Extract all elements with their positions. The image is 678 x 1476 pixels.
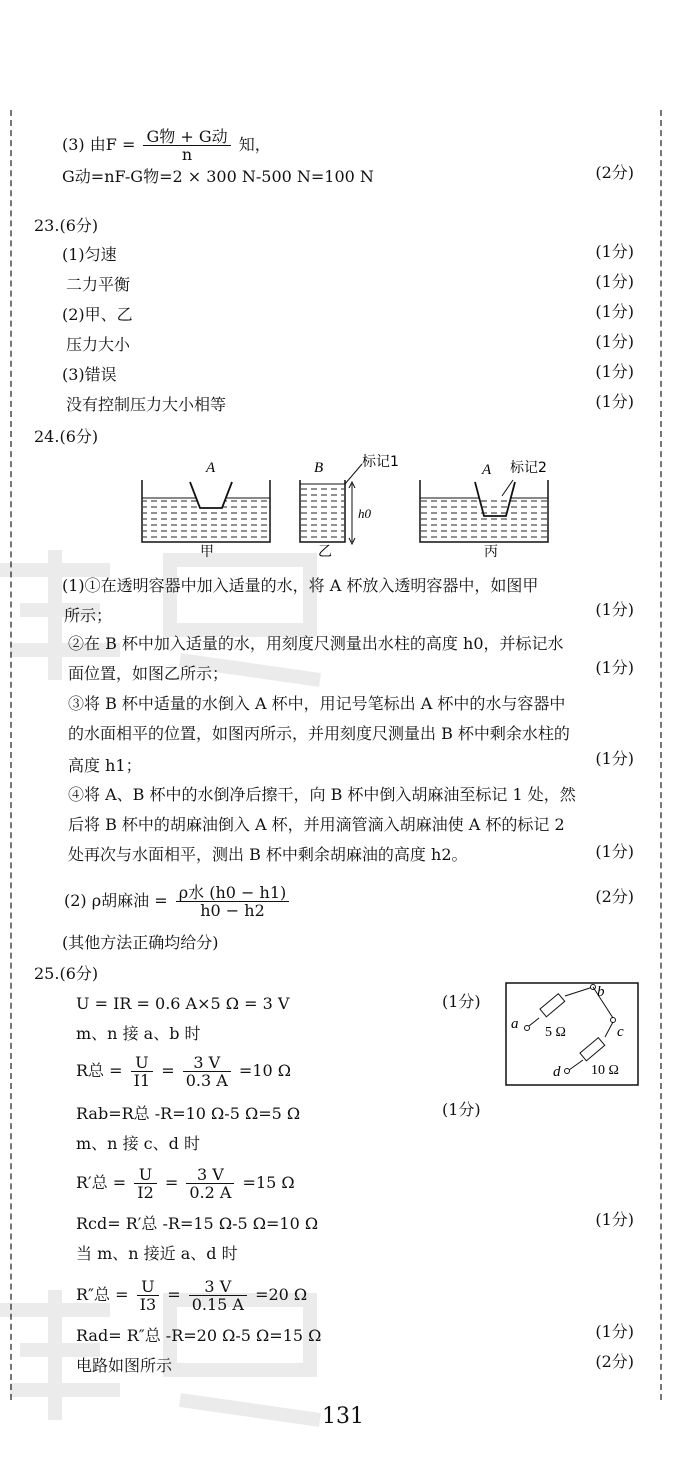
label-cup-b: B <box>314 460 324 476</box>
container-bing <box>420 480 548 542</box>
q23-line: (1)匀速 <box>62 245 117 264</box>
q25-line9-suffix: =20 Ω <box>255 1285 308 1304</box>
q24-part2 <box>64 884 292 919</box>
node-c: c <box>617 1024 624 1040</box>
q24-step3-score: (1分) <box>595 749 634 768</box>
q25-line10: Rad= R″总 -R=20 Ω-5 Ω=15 Ω <box>76 1326 322 1345</box>
q23-score: (1分) <box>595 242 634 261</box>
node-b: b <box>597 984 605 1000</box>
q22-calc: G动=nF-G物=2 × 300 N-500 N=100 N <box>62 167 374 186</box>
q25-line1-score: (1分) <box>442 992 481 1011</box>
q23-line: 压力大小 <box>66 335 131 354</box>
node-a: a <box>511 1016 519 1032</box>
q25-line1: U = IR = 0.6 A×5 Ω = 3 V <box>76 994 290 1013</box>
q24-step2b: 面位置，如图乙所示； <box>68 664 229 683</box>
q25-line2: m、n 接 a、b 时 <box>76 1024 201 1043</box>
caption-bing: 丙 <box>484 544 498 560</box>
left-dashed-border <box>10 110 12 1400</box>
label-mark2: 标记2 <box>510 460 547 476</box>
q23-score: (1分) <box>595 392 634 411</box>
label-cup-a-bing: A <box>482 462 492 478</box>
q24-step4b: 后将 B 杯中的胡麻油倒入 A 杯，并用滴管滴入胡麻油使 A 杯的标记 2 <box>68 815 565 834</box>
q25-line3-frac2 <box>183 1054 231 1089</box>
label-mark1: 标记1 <box>362 454 399 470</box>
q24-note: (其他方法正确均给分) <box>62 933 219 952</box>
frac-num: 3 V <box>183 1054 231 1072</box>
q25-line3-suffix: =10 Ω <box>238 1061 292 1080</box>
q23-score: (1分) <box>595 302 634 321</box>
q25-line6-frac1 <box>134 1166 157 1201</box>
q25-line7-score: (1分) <box>595 1210 634 1229</box>
q25-line9-frac1 <box>137 1278 160 1313</box>
q22-score: (2分) <box>595 163 634 182</box>
q23-line: (2)甲、乙 <box>62 305 133 324</box>
q22-part3-suffix: 知， <box>238 135 271 154</box>
q24-step3: ③将 B 杯中适量的水倒入 A 杯中，用记号笔标出 A 杯中的水与容器中 <box>68 694 566 713</box>
q24-step2: ②在 B 杯中加入适量的水，用刻度尺测量出水柱的高度 h0，并标记水 <box>68 634 564 653</box>
q23-line: (3)错误 <box>62 365 117 384</box>
q25-line6: R′总 = $\frac{U}{I2}$ = $\frac{3 V}{0.2 A}$ =15 Ω <box>76 1165 295 1202</box>
q24-step4-score: (1分) <box>595 842 634 861</box>
q22-part3-prefix: (3) 由F = <box>62 135 136 154</box>
watermark <box>0 540 360 714</box>
q22-frac-num: G物 + G动 <box>143 128 230 146</box>
q25-line9-frac2 <box>189 1278 247 1313</box>
label-cup-a: A <box>206 460 216 476</box>
q25-line9-prefix: R″总 = <box>76 1285 129 1304</box>
frac-num: U <box>131 1054 154 1072</box>
q25-line3-prefix: R总 = <box>76 1061 123 1080</box>
caption-yi: 乙 <box>318 544 332 560</box>
q25-line4: Rab=R总 -R=10 Ω-5 Ω=5 Ω <box>76 1104 301 1123</box>
q25-line6-prefix: R′总 = <box>76 1173 127 1192</box>
q24-step4: ④将 A、B 杯中的水倒净后擦干，向 B 杯中倒入胡麻油至标记 1 处，然 <box>68 785 576 804</box>
q23-line: 没有控制压力大小相等 <box>66 395 227 414</box>
q24-part2-den: h0 − h2 <box>200 901 265 920</box>
q25-line7: Rcd= R′总 -R=15 Ω-5 Ω=10 Ω <box>76 1214 319 1233</box>
q22-frac-den: n <box>181 145 193 164</box>
circuit-diagram <box>505 982 639 1086</box>
q24-step3b: 的水面相平的位置，如图丙所示，并用刻度尺测量出 B 杯中剩余水柱的 <box>68 724 570 743</box>
q24-step4c: 处再次与水面相平，测出 B 杯中剩余胡麻油的高度 h2。 <box>68 845 468 864</box>
node-d: d <box>553 1064 561 1080</box>
q25-line9: R″总 = $\frac{U}{I3}$ = $\frac{3 V}{0.15 A}$ =20 Ω <box>76 1277 308 1314</box>
frac-den: 0.2 A <box>189 1183 232 1202</box>
q25-header: 25.(6分) <box>34 964 99 983</box>
page-number: 131 <box>322 1404 364 1429</box>
q25-line10-score: (1分) <box>595 1322 634 1341</box>
q25-line6-frac2 <box>186 1166 234 1201</box>
frac-den: I3 <box>139 1295 157 1314</box>
q24-step1-score: (1分) <box>595 600 634 619</box>
q24-figure <box>130 450 550 560</box>
q24-part2-prefix: (2) ρ胡麻油 = <box>64 891 168 910</box>
frac-den: 0.15 A <box>191 1295 244 1314</box>
q24-step3c: 高度 h1； <box>68 756 142 775</box>
q25-line8: 当 m、n 接近 a、d 时 <box>76 1244 238 1263</box>
q23-line: 二力平衡 <box>66 275 131 294</box>
q24-step2-score: (1分) <box>595 658 634 677</box>
frac-den: 0.3 A <box>185 1071 228 1090</box>
q25-line4-score: (1分) <box>442 1100 481 1119</box>
q23-score: (1分) <box>595 332 634 351</box>
q25-line5: m、n 接 c、d 时 <box>76 1134 200 1153</box>
q24-step1: (1)①在透明容器中加入适量的水，将 A 杯放入透明容器中，如图甲 <box>62 576 539 595</box>
frac-num: U <box>134 1166 157 1184</box>
caption-jia: 甲 <box>200 544 214 560</box>
q22-fraction <box>143 128 230 163</box>
frac-den: I2 <box>137 1183 154 1202</box>
resistor-5ohm-label: 5 Ω <box>545 1025 566 1040</box>
frac-num: 3 V <box>186 1166 234 1184</box>
q23-header: 23.(6分) <box>34 216 99 235</box>
q23-score: (1分) <box>595 362 634 381</box>
q25-line6-suffix: =15 Ω <box>242 1173 295 1192</box>
frac-num: 3 V <box>189 1278 247 1296</box>
q25-line3: R总 = $\frac{U}{I1}$ = $\frac{3 V}{0.3 A}$ =10 Ω <box>76 1053 292 1090</box>
q25-line11: 电路如图所示 <box>76 1356 173 1375</box>
frac-den: I1 <box>133 1071 151 1090</box>
q24-header: 24.(6分) <box>34 427 99 446</box>
q25-line11-score: (2分) <box>595 1352 634 1371</box>
right-dashed-border <box>660 110 662 1400</box>
resistor-10ohm-label: 10 Ω <box>591 1063 619 1078</box>
label-h0: h0 <box>358 506 371 521</box>
frac-num: U <box>137 1278 160 1296</box>
q23-score: (1分) <box>595 272 634 291</box>
q25-line3-frac1 <box>131 1054 154 1089</box>
cup-b <box>300 464 362 544</box>
q24-part2-score: (2分) <box>595 887 634 906</box>
q24-part2-fraction <box>176 884 290 919</box>
q24-part2-num: ρ水 (h0 − h1) <box>176 884 290 902</box>
q24-step1b: 所示； <box>64 606 113 625</box>
container-jia <box>142 480 270 542</box>
q22-part3 <box>62 128 271 163</box>
